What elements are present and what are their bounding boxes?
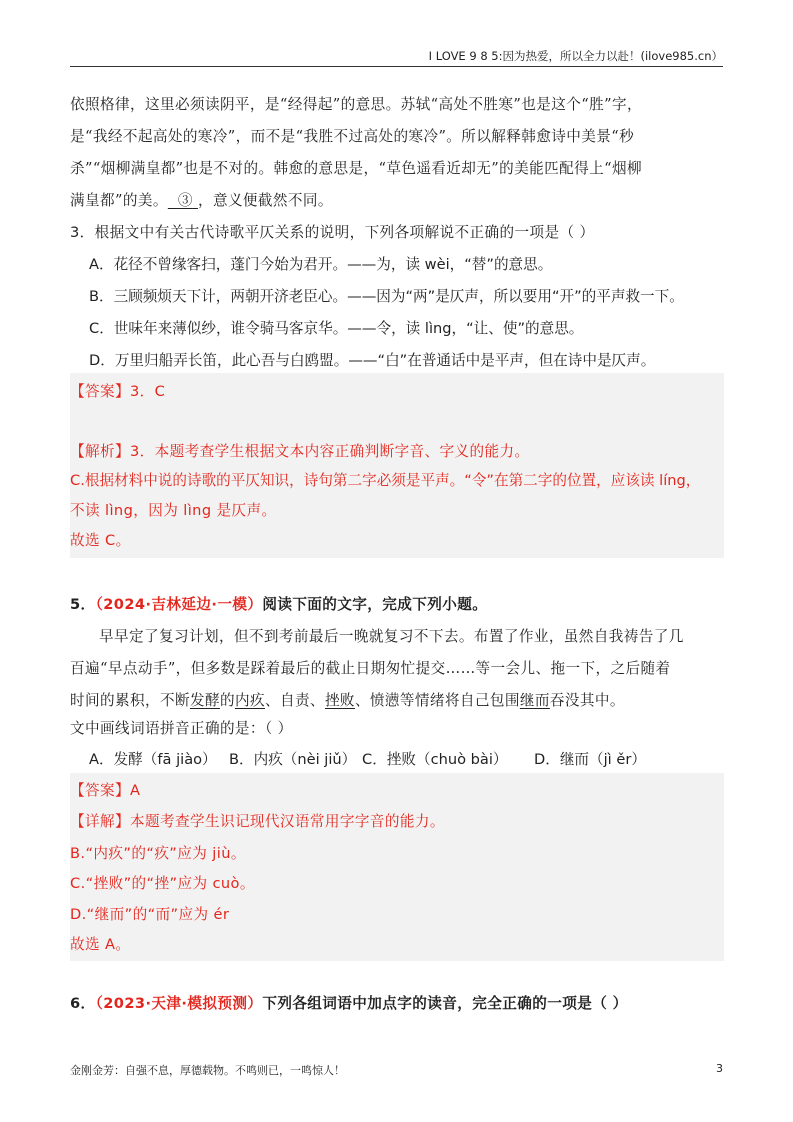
q5-p3-segment-d: 、愤懑等情绪将自己包围: [354, 692, 520, 709]
q5-p3-segment-e: 吞没其中。: [549, 692, 625, 709]
underlined-word-fajiao: 发酵: [189, 692, 220, 709]
q3-answer-box: [70, 373, 724, 558]
q5-detail-label: 【详解】: [70, 813, 130, 830]
q3-answer-label: 【答案】: [70, 383, 130, 400]
q3-analysis-label: 【解析】: [70, 443, 130, 460]
header-divider: [70, 66, 723, 67]
q3-option-b: B．三顾频烦天下计，两朝开济老臣心。——因为“两”是仄声，所以要用“开”的平声救一下。: [89, 288, 684, 305]
page-number: 3: [716, 1062, 723, 1075]
q3-analysis-line-2: C.根据材料中说的诗歌的平仄知识，诗句第二字必须是平声。“令”在第二字的位置，应该读 líng，: [70, 472, 701, 489]
q3-analysis: [70, 440, 530, 461]
q5-answer-value: A: [129, 782, 141, 799]
q5-number: 5．: [70, 596, 96, 613]
passage-line-4: [70, 189, 333, 210]
blank-3-label: ③: [177, 192, 193, 209]
q5-passage-line-2: 百遍“早点动手”，但多数是踩着最后的截止日期匆忙提交……等一会儿、拖一下，之后随着: [70, 660, 671, 677]
q3-option-c: C．世味年来薄似纱，谁令骑马客京华。——令，读 lìng，“让、使”的意思。: [89, 320, 584, 337]
q5-conclusion: 故选 A。: [70, 936, 131, 953]
q3-answer: [70, 380, 165, 401]
blank-3: [168, 192, 198, 209]
q5-answer-box: [70, 773, 724, 961]
q3-option-a: A．花径不曾缘客扫，蓬门今始为君开。——为，读 wèi，“替”的意思。: [89, 256, 553, 273]
q5-question: 文中画线词语拼音正确的是：（ ）: [70, 720, 293, 737]
q3-answer-value: 3．C: [129, 383, 166, 400]
q3-conclusion: 故选 C。: [70, 532, 131, 549]
passage-line-4-pre: 满皇都”的美。: [70, 192, 168, 209]
passage-line-4-post: ，意义便截然不同。: [197, 192, 333, 209]
underlined-word-cuobai: 挫败: [324, 692, 355, 709]
q5-detail-text: 本题考查学生识记现代汉语常用字字音的能力。: [129, 813, 445, 830]
q5-detail-d: D.“继而”的“而”应为 ér: [70, 906, 230, 923]
passage-line-1: 依照格律，这里必须读阴平，是“经得起”的意思。苏轼“高处不胜寒”也是这个“胜”字，: [70, 96, 642, 113]
q5-option-d: D．继而（jì ěr）: [534, 751, 646, 768]
q5-detail-c: C.“挫败”的“挫”应为 cuò。: [70, 875, 255, 892]
q5-answer: [70, 779, 140, 800]
q3-analysis-line-3: 不读 lìng，因为 lìng 是仄声。: [70, 502, 277, 519]
q5-option-c: C．挫败（chuò bài）: [362, 751, 508, 768]
passage-line-2: 是“我经不起高处的寒冷”，而不是“我胜不过高处的寒冷”。所以解释韩愈诗中美景“秒: [70, 128, 635, 145]
q3-analysis-text: 3．本题考查学生根据文本内容正确判断字音、字义的能力。: [129, 443, 530, 460]
q5-detail-b: B.“内疚”的“疚”应为 jiù。: [70, 845, 246, 862]
passage-line-3: 杀”“烟柳满皇都”也是不对的。韩愈的意思是，“草色遥看近却无”的美能匹配得上“烟柳: [70, 160, 642, 177]
q5-passage-line-3: [70, 689, 625, 710]
q5-stem: 阅读下面的文字，完成下列小题。: [262, 596, 488, 613]
q5-option-a: A．发酵（fā jiào）: [89, 751, 217, 768]
q5-heading: [70, 593, 487, 614]
q5-p3-segment-a: 时间的累积，不断: [70, 692, 190, 709]
q3-option-d: D．万里归船弄长笛，此心吾与白鸥盟。——“白”在普通话中是平声，但在诗中是仄声。: [89, 352, 656, 369]
footer-motto: 金刚金芳：自强不息，厚德载物。不鸣则已，一鸣惊人！: [70, 1064, 345, 1077]
q6-number: 6．: [70, 995, 96, 1012]
q6-stem: 下列各组词语中加点字的读音，完全正确的一项是（ ）: [262, 995, 628, 1012]
q6-heading: [70, 992, 628, 1013]
q5-p3-segment-b: 的: [219, 692, 235, 709]
q5-option-b: B．内疚（nèi jiǔ）: [229, 751, 357, 768]
underlined-word-jier: 继而: [519, 692, 550, 709]
q5-answer-label: 【答案】: [70, 782, 130, 799]
q5-detail: [70, 810, 445, 831]
q5-source: （2024·吉林延边·一模）: [95, 596, 263, 613]
underlined-word-neijiu: 内疚: [234, 692, 265, 709]
q5-p3-segment-c: 、自责、: [264, 692, 325, 709]
q5-passage-line-1: 早早定了复习计划，但不到考前最后一晚就复习不下去。布置了作业，虽然自我祷告了几: [99, 628, 684, 645]
q3-stem: 3．根据文中有关古代诗歌平仄关系的说明，下列各项解说不正确的一项是（ ）: [70, 224, 595, 241]
q6-source: （2023·天津·模拟预测）: [95, 995, 263, 1012]
page-header: I LOVE 9 8 5:因为热爱，所以全力以赴！(ilove985.cn）: [428, 49, 723, 63]
